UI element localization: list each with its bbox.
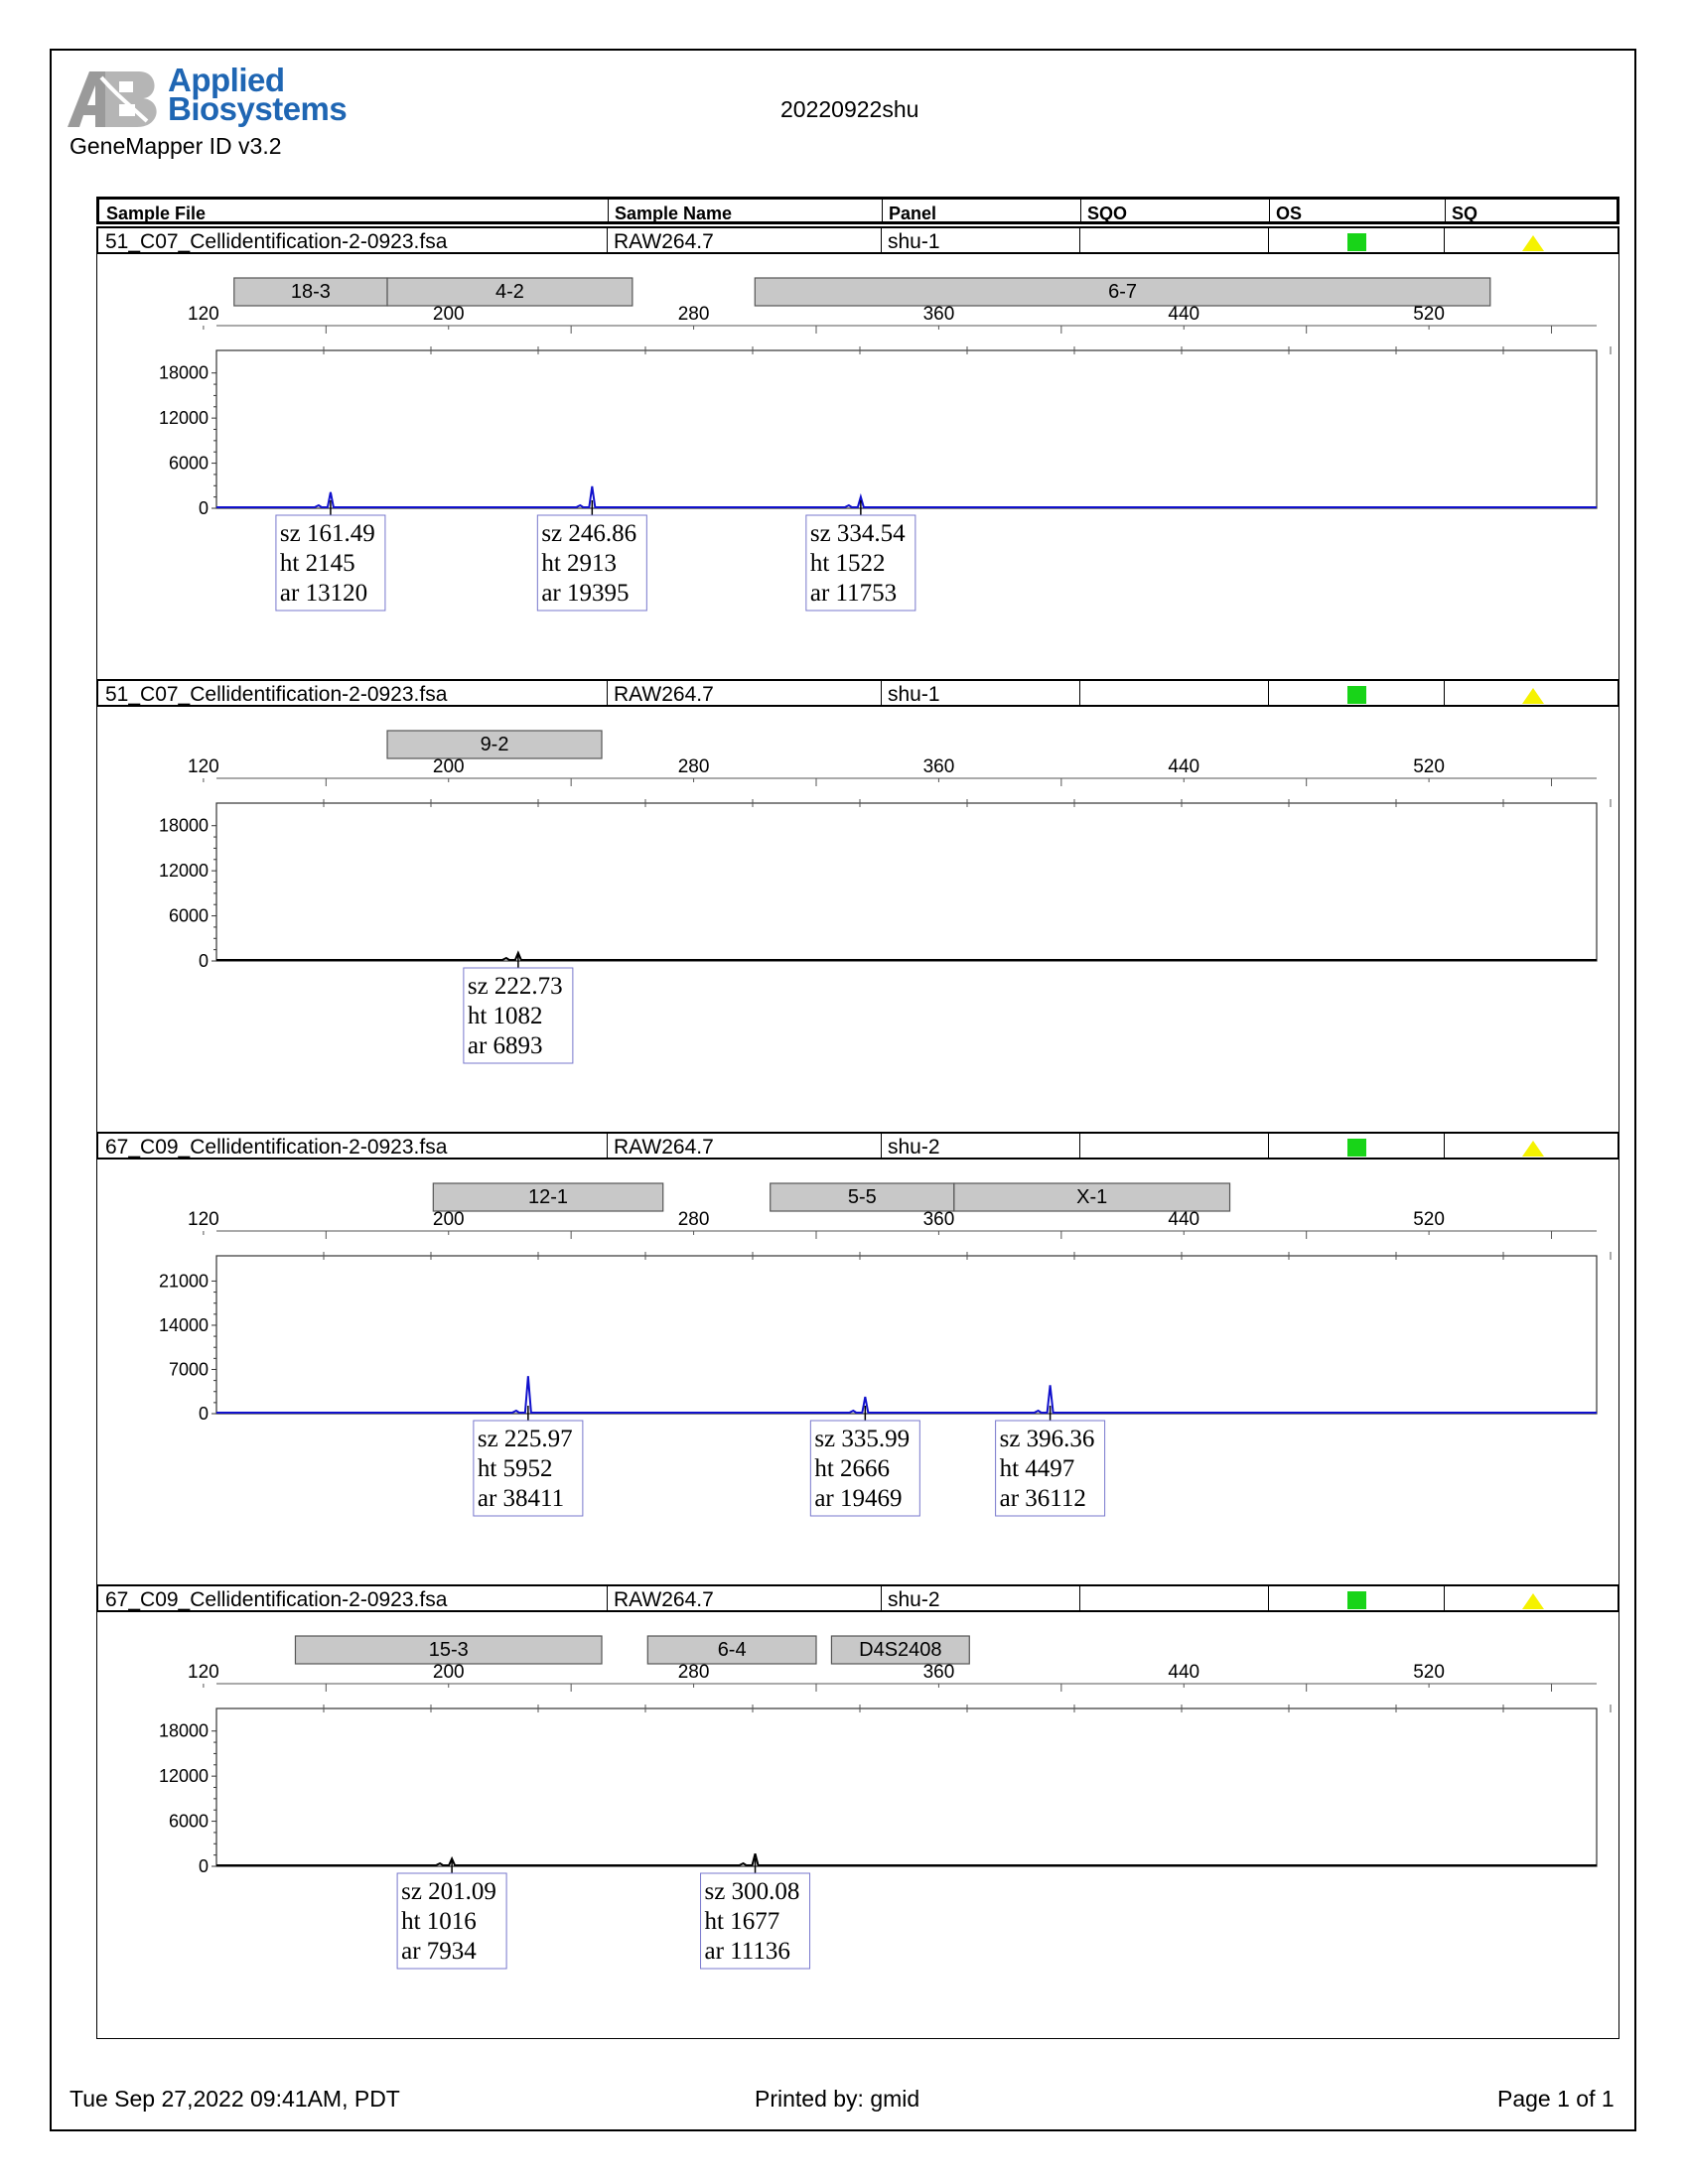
peak-height: ht 1016 <box>401 1908 477 1935</box>
peak-area: ar 38411 <box>477 1485 565 1512</box>
allele-bin <box>234 278 387 306</box>
peak-size: sz 335.99 <box>814 1426 911 1452</box>
logo-line-applied: Applied <box>168 62 285 98</box>
sample-file-cell: 51_C07_Cellidentification-2-0923.fsa <box>105 683 448 706</box>
x-tick-label: 200 <box>432 1209 465 1230</box>
allele-bin-label: 12-1 <box>528 1186 569 1208</box>
green-square-icon <box>1347 686 1366 704</box>
logo-line-biosystems: Biosystems <box>168 90 348 127</box>
col-sqo: SQO <box>1087 204 1128 223</box>
sample-panel <box>96 1584 1619 2039</box>
x-tick-label: 280 <box>677 304 710 325</box>
y-tick-label: 6000 <box>168 1811 209 1832</box>
allele-bin-label: 18-3 <box>290 281 331 303</box>
sample-info-row <box>96 1132 1619 1160</box>
peak-height: ht 2145 <box>279 550 355 577</box>
peak-label <box>464 968 573 1063</box>
logo-wordmark <box>168 62 348 127</box>
allele-bin-label: 15-3 <box>428 1639 469 1661</box>
allele-bin <box>831 1636 969 1664</box>
peak-size: sz 300.08 <box>704 1878 800 1905</box>
plot-area <box>216 1256 1597 1414</box>
x-tick-label: 440 <box>1168 1662 1200 1683</box>
column-divider <box>881 1134 882 1158</box>
x-tick-label: 440 <box>1168 304 1200 325</box>
x-tick-label: 200 <box>432 756 465 777</box>
col-sq: SQ <box>1452 204 1478 223</box>
sample-file-cell: 67_C09_Cellidentification-2-0923.fsa <box>105 1588 448 1611</box>
peak-size: sz 396.36 <box>999 1426 1095 1452</box>
column-divider <box>881 681 882 705</box>
x-tick-label: 120 <box>188 1662 219 1683</box>
column-divider <box>607 681 608 705</box>
y-tick-label: 18000 <box>158 362 209 383</box>
peak-size: sz 225.97 <box>477 1426 573 1452</box>
x-tick-label: 440 <box>1168 1209 1200 1230</box>
y-tick-label: 18000 <box>158 1720 209 1741</box>
peak-area: ar 11753 <box>809 580 898 607</box>
signal-trace <box>216 1853 1597 1865</box>
x-tick-label: 280 <box>677 1209 710 1230</box>
allele-bin <box>387 731 602 758</box>
sample-panel <box>96 226 1619 681</box>
allele-bin-label: X-1 <box>1076 1186 1108 1208</box>
column-divider <box>1079 1586 1080 1610</box>
peak-height: ht 1677 <box>704 1908 780 1935</box>
electropherogram <box>96 1160 1619 1586</box>
y-tick-label: 6000 <box>168 905 209 926</box>
y-tick-label: 12000 <box>158 861 209 882</box>
peak-label <box>810 1421 919 1516</box>
sample-file-cell: 51_C07_Cellidentification-2-0923.fsa <box>105 230 448 253</box>
column-header-row <box>96 197 1619 224</box>
column-divider <box>1079 1134 1080 1158</box>
panel-cell: shu-2 <box>888 1136 940 1159</box>
peak-area: ar 6893 <box>467 1032 543 1059</box>
electropherogram-chart <box>97 254 1618 680</box>
peak-label <box>806 515 915 611</box>
allele-bin <box>647 1636 816 1664</box>
col-os: OS <box>1276 204 1303 223</box>
x-tick-label: 360 <box>922 1209 955 1230</box>
panel-cell: shu-1 <box>888 230 940 253</box>
y-tick-label: 0 <box>198 1856 209 1876</box>
electropherogram-chart <box>97 1160 1618 1585</box>
y-tick-label: 0 <box>198 498 209 518</box>
x-tick-label: 120 <box>188 756 219 777</box>
peak-height: ht 1522 <box>809 550 886 577</box>
column-divider <box>1268 1134 1269 1158</box>
column-divider <box>607 1134 608 1158</box>
x-tick-label: 200 <box>432 304 465 325</box>
x-tick-label: 120 <box>188 304 219 325</box>
x-tick-label: 520 <box>1413 1209 1445 1230</box>
allele-bin-label: D4S2408 <box>859 1639 942 1661</box>
column-divider <box>1444 1586 1445 1610</box>
y-tick-label: 0 <box>198 1404 209 1424</box>
electropherogram-chart <box>97 707 1618 1133</box>
allele-bin <box>771 1183 954 1211</box>
col-sample-name: Sample Name <box>615 204 733 223</box>
column-divider <box>1444 1134 1445 1158</box>
signal-trace <box>216 953 1597 960</box>
col-sample-file: Sample File <box>106 204 207 223</box>
peak-size: sz 334.54 <box>809 520 906 547</box>
yellow-triangle-icon <box>1521 1592 1545 1610</box>
x-tick-label: 280 <box>677 1662 710 1683</box>
peak-area: ar 7934 <box>401 1938 477 1965</box>
signal-trace <box>216 1376 1597 1413</box>
plot-area <box>216 1708 1597 1866</box>
y-tick-label: 14000 <box>158 1314 209 1335</box>
sample-panel <box>96 679 1619 1134</box>
x-tick-label: 520 <box>1413 756 1445 777</box>
peak-label <box>537 515 646 611</box>
yellow-triangle-icon <box>1521 1140 1545 1158</box>
green-square-icon <box>1347 1139 1366 1157</box>
x-tick-label: 200 <box>432 1662 465 1683</box>
green-square-icon <box>1347 233 1366 251</box>
printed-by: Printed by: gmid <box>755 2086 920 2112</box>
column-divider <box>1444 228 1445 252</box>
column-divider <box>1268 1586 1269 1610</box>
allele-bin <box>433 1183 662 1211</box>
ab-logo-icon <box>68 71 163 127</box>
column-divider <box>607 1586 608 1610</box>
sample-name-cell: RAW264.7 <box>614 230 714 253</box>
peak-height: ht 2913 <box>541 550 618 577</box>
x-tick-label: 440 <box>1168 756 1200 777</box>
col-panel: Panel <box>889 204 937 223</box>
x-tick-label: 360 <box>922 1662 955 1683</box>
column-divider <box>881 228 882 252</box>
peak-height: ht 5952 <box>477 1455 553 1482</box>
app-version: GeneMapper ID v3.2 <box>70 133 282 159</box>
peak-label <box>276 515 385 611</box>
x-tick-label: 360 <box>922 756 955 777</box>
allele-bin <box>954 1183 1230 1211</box>
allele-bin <box>387 278 633 306</box>
column-divider <box>1445 200 1446 221</box>
peak-size: sz 201.09 <box>401 1878 496 1905</box>
allele-bin-label: 6-7 <box>1108 281 1138 303</box>
peak-height: ht 2666 <box>814 1455 891 1482</box>
electropherogram <box>96 254 1619 681</box>
peak-label <box>474 1421 583 1516</box>
page-number: Page 1 of 1 <box>1497 2086 1615 2112</box>
peak-size: sz 161.49 <box>279 520 375 547</box>
sample-info-row <box>96 1584 1619 1612</box>
sample-file-cell: 67_C09_Cellidentification-2-0923.fsa <box>105 1136 448 1159</box>
peak-area: ar 19395 <box>541 580 630 607</box>
document-title: 20220922shu <box>780 96 919 122</box>
column-divider <box>608 200 609 221</box>
allele-bin <box>295 1636 602 1664</box>
print-date: Tue Sep 27,2022 09:41AM, PDT <box>70 2086 400 2112</box>
x-tick-label: 520 <box>1413 304 1445 325</box>
y-tick-label: 12000 <box>158 408 209 429</box>
y-tick-label: 7000 <box>168 1359 209 1380</box>
y-tick-label: 18000 <box>158 815 209 836</box>
peak-height: ht 4497 <box>999 1455 1075 1482</box>
column-divider <box>881 1586 882 1610</box>
column-divider <box>882 200 883 221</box>
peak-area: ar 13120 <box>279 580 368 607</box>
yellow-triangle-icon <box>1521 234 1545 252</box>
yellow-triangle-icon <box>1521 687 1545 705</box>
x-tick-label: 520 <box>1413 1662 1445 1683</box>
sample-name-cell: RAW264.7 <box>614 1588 714 1611</box>
sample-name-cell: RAW264.7 <box>614 683 714 706</box>
y-tick-label: 12000 <box>158 1766 209 1787</box>
peak-label <box>996 1421 1105 1516</box>
peak-area: ar 11136 <box>704 1938 790 1965</box>
column-divider <box>1268 228 1269 252</box>
signal-trace <box>216 486 1597 507</box>
panel-cell: shu-1 <box>888 683 940 706</box>
peak-height: ht 1082 <box>467 1003 543 1029</box>
x-tick-label: 360 <box>922 304 955 325</box>
peak-label <box>397 1873 506 1969</box>
sample-info-row <box>96 679 1619 707</box>
column-divider <box>1269 200 1270 221</box>
electropherogram <box>96 1612 1619 2039</box>
peak-size: sz 222.73 <box>467 973 563 1000</box>
y-tick-label: 6000 <box>168 453 209 474</box>
allele-bin-label: 9-2 <box>480 734 509 755</box>
peak-area: ar 36112 <box>999 1485 1086 1512</box>
y-tick-label: 0 <box>198 951 209 971</box>
peak-size: sz 246.86 <box>541 520 637 547</box>
peak-area: ar 19469 <box>814 1485 903 1512</box>
column-divider <box>1444 681 1445 705</box>
sample-name-cell: RAW264.7 <box>614 1136 714 1159</box>
panel-cell: shu-2 <box>888 1588 940 1611</box>
column-divider <box>1080 200 1081 221</box>
applied-biosystems-logo <box>68 62 348 131</box>
column-divider <box>607 228 608 252</box>
column-divider <box>1268 681 1269 705</box>
sample-info-row <box>96 226 1619 254</box>
x-tick-label: 120 <box>188 1209 219 1230</box>
green-square-icon <box>1347 1591 1366 1609</box>
x-tick-label: 280 <box>677 756 710 777</box>
column-divider <box>1079 228 1080 252</box>
electropherogram-chart <box>97 1612 1618 2038</box>
plot-area <box>216 350 1597 508</box>
column-divider <box>1079 681 1080 705</box>
allele-bin-label: 5-5 <box>847 1186 877 1208</box>
y-tick-label: 21000 <box>158 1271 209 1292</box>
peak-label <box>701 1873 810 1969</box>
plot-area <box>216 803 1597 961</box>
sample-panel <box>96 1132 1619 1586</box>
allele-bin-label: 6-4 <box>717 1639 747 1661</box>
allele-bin-label: 4-2 <box>494 281 524 303</box>
electropherogram <box>96 707 1619 1134</box>
allele-bin <box>755 278 1490 306</box>
